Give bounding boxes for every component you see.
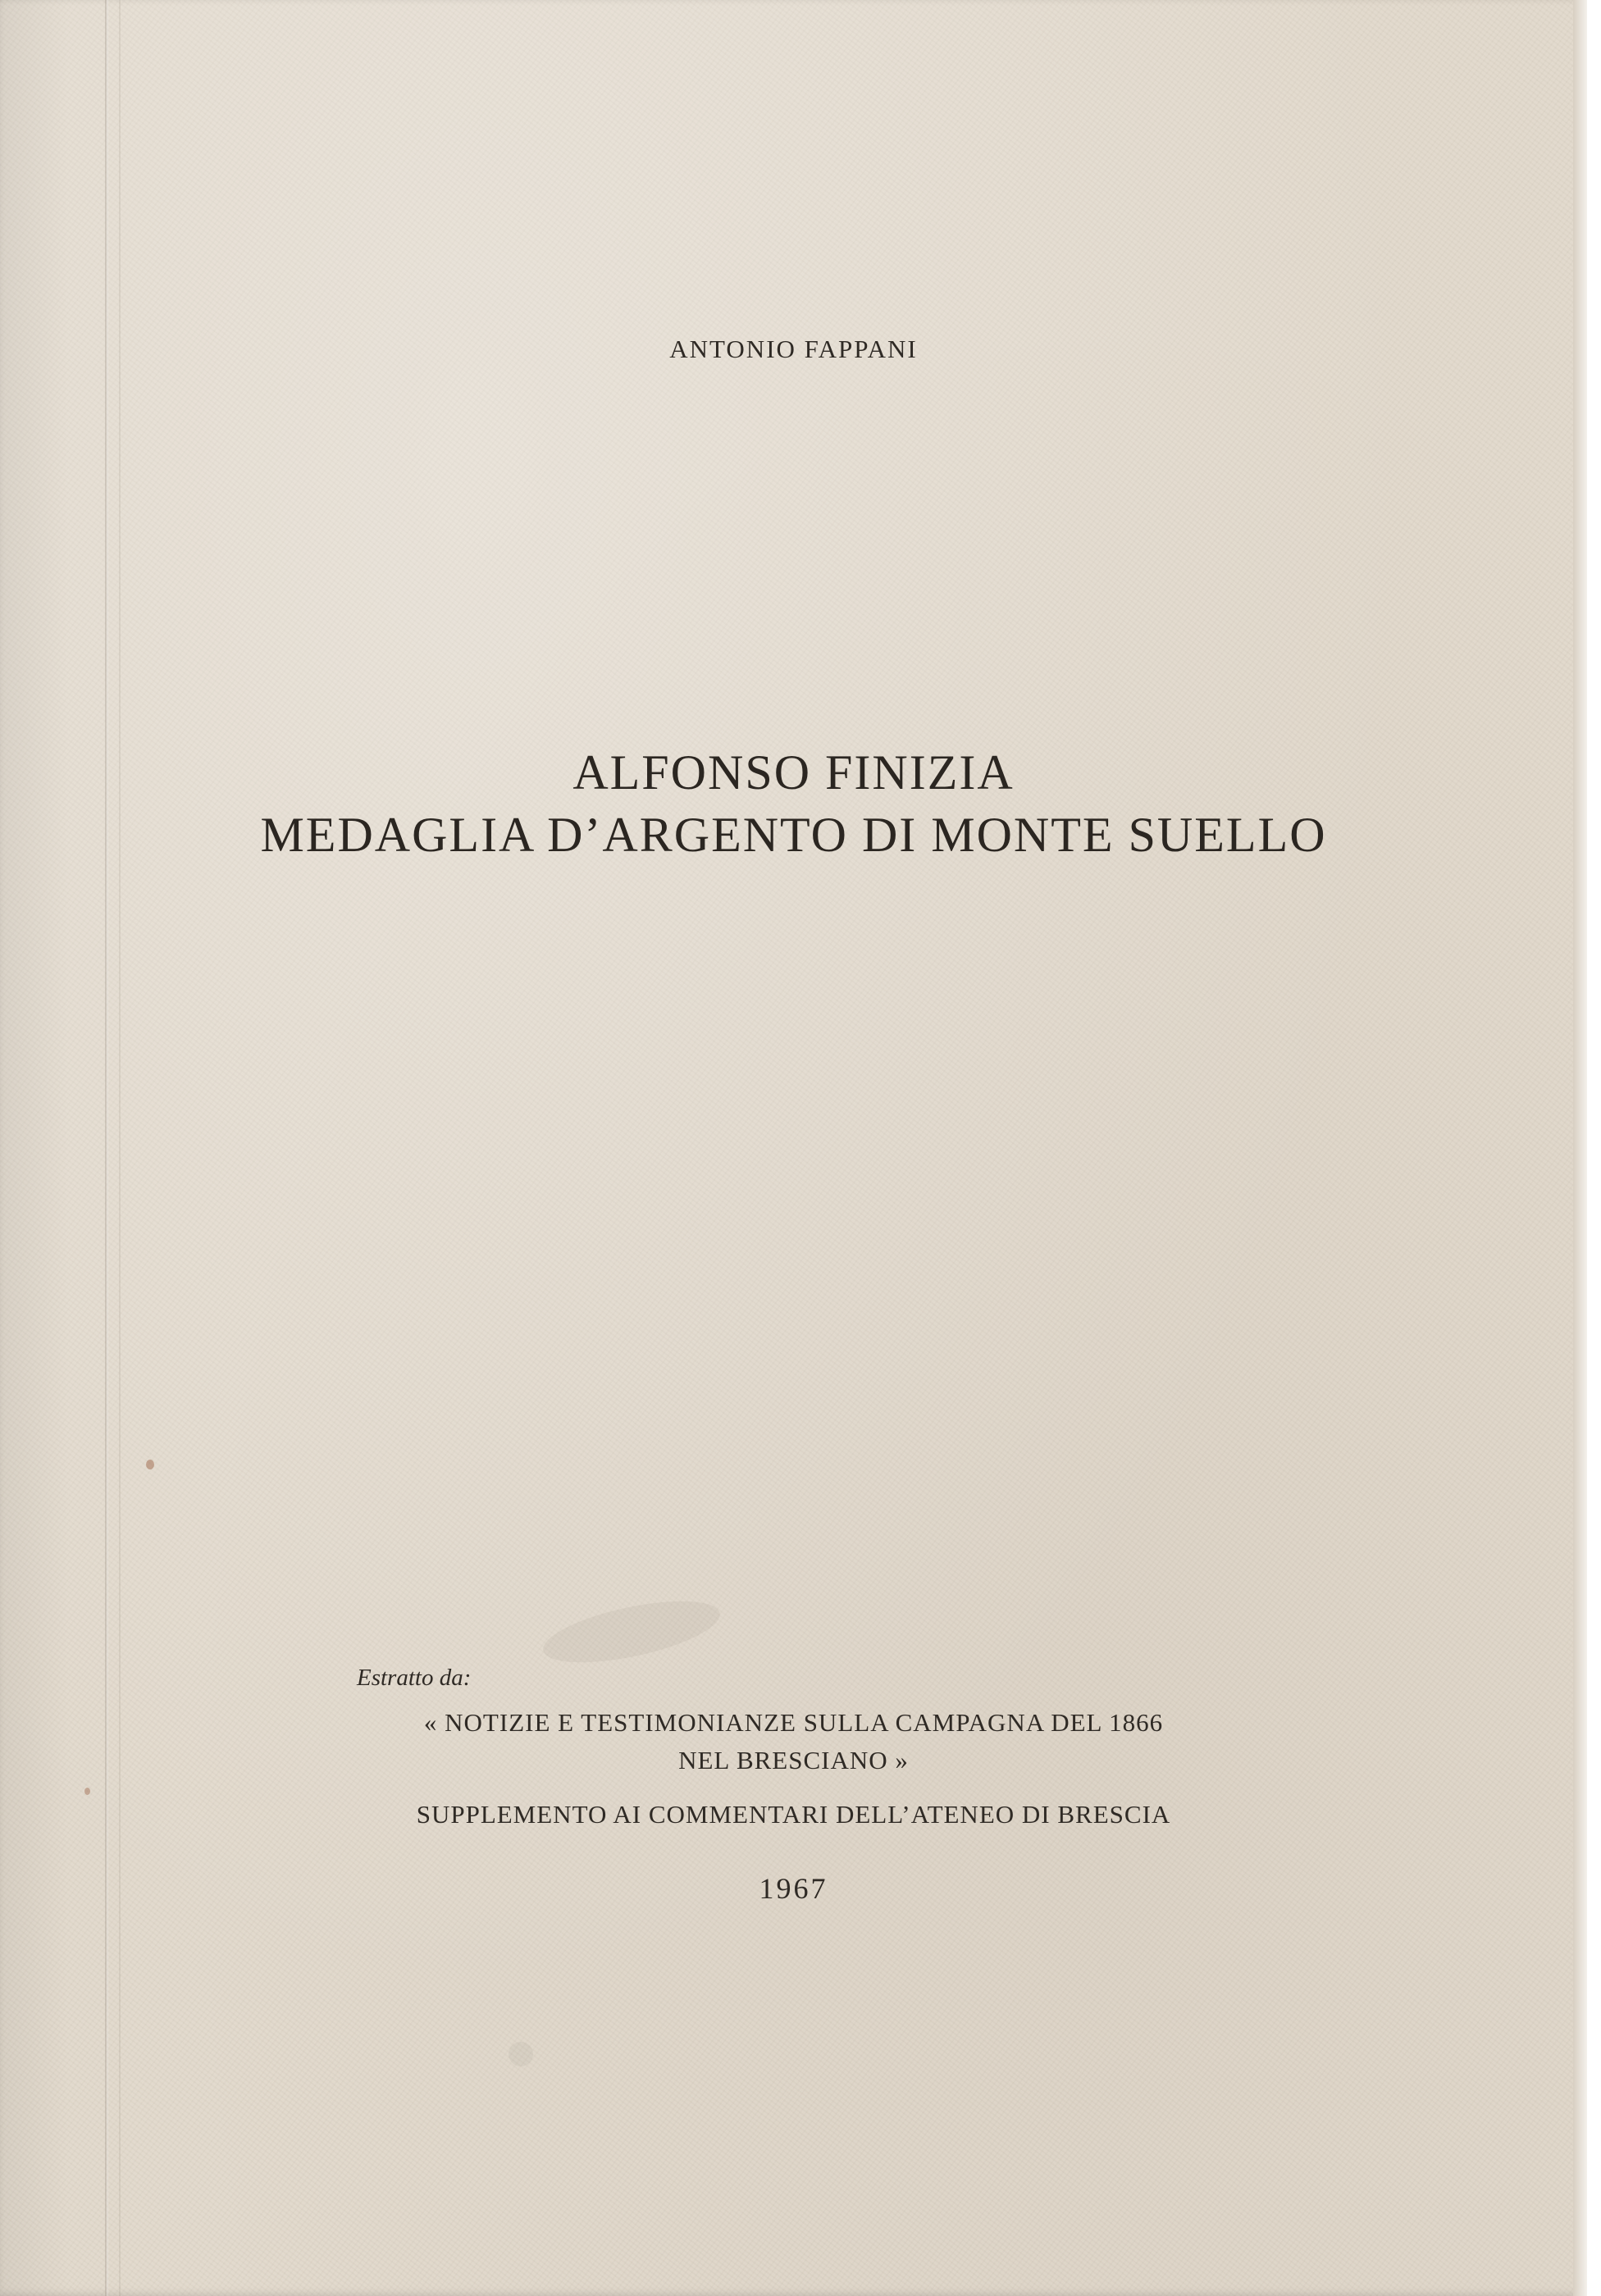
source-line-1: « NOTIZIE E TESTIMONIANZE SULLA CAMPAGNA DEL 1866 xyxy=(423,1708,1164,1737)
source-citation xyxy=(0,1704,1587,1779)
extract-label: Estratto da: xyxy=(357,1665,472,1691)
paper-stain xyxy=(146,1460,154,1469)
paper-stain xyxy=(538,1589,725,1674)
title-line-2: MEDAGLIA D’ARGENTO DI MONTE SUELLO xyxy=(260,808,1327,862)
title-line-1: ALFONSO FINIZIA xyxy=(572,745,1015,800)
cover-title xyxy=(0,741,1587,866)
publication-year: 1967 xyxy=(759,1872,828,1905)
source-line-2: NEL BRESCIANO » xyxy=(678,1746,909,1774)
supplement-line: SUPPLEMENTO AI COMMENTARI DELL’ATENEO DI BRESCIA xyxy=(416,1800,1171,1829)
paper-stain xyxy=(509,2042,533,2066)
author-name: ANTONIO FAPPANI xyxy=(669,335,918,363)
